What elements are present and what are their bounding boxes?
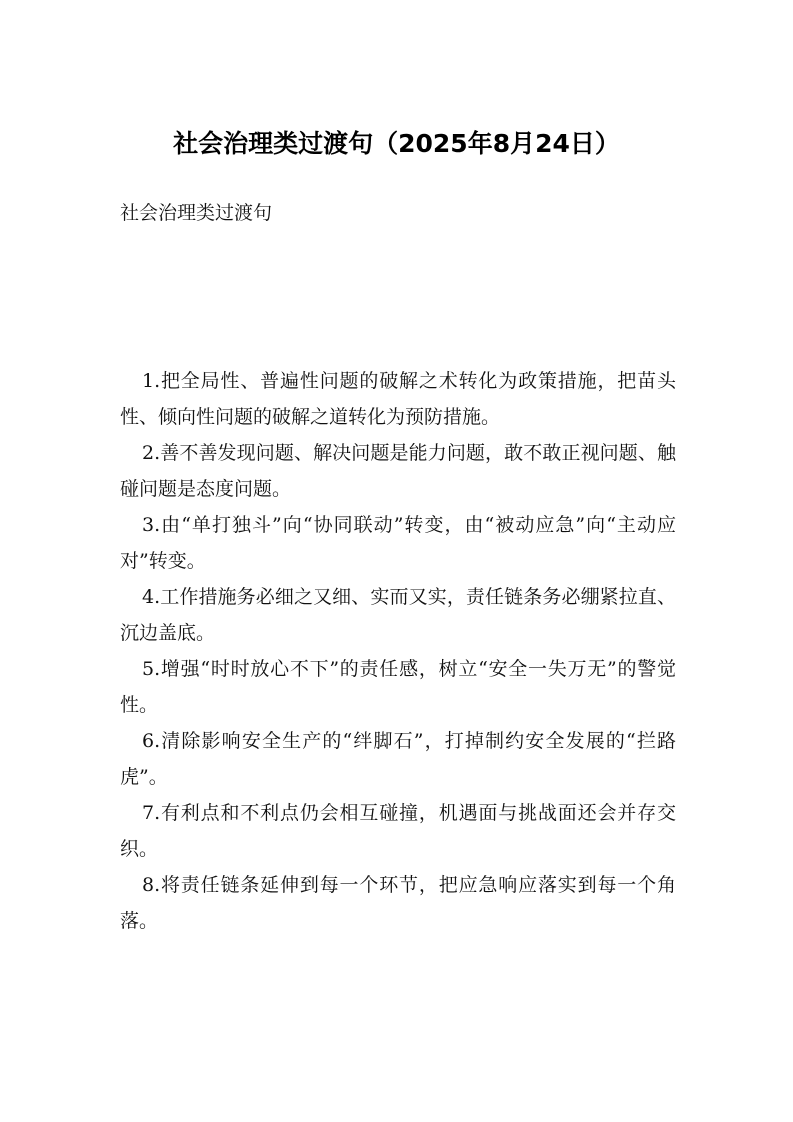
list-item: 4.工作措施务必细之又细、实而又实，责任链条务必绷紧拉直、沉边盖底。 [120,586,676,644]
list-item: 3.由“单打独斗”向“协同联动”转变，由“被动应急”向“主动应对”转变。 [120,514,676,572]
list-item: 8.将责任链条延伸到每一个环节，把应急响应落实到每一个角落。 [120,874,676,932]
document-title: 社会治理类过渡句（2025年8月24日） [173,129,620,158]
list-item: 1.把全局性、普遍性问题的破解之术转化为政策措施，把苗头性、倾向性问题的破解之道转化为预防措施。 [120,370,676,428]
list-item: 2.善不善发现问题、解决问题是能力问题，敢不敢正视问题、触碰问题是态度问题。 [120,442,676,500]
document-subtitle: 社会治理类过渡句 [120,202,273,224]
list-item: 6.清除影响安全生产的“绊脚石”，打掉制约安全发展的“拦路虎”。 [120,730,676,788]
sentence-list [120,363,676,939]
list-item: 7.有利点和不利点仍会相互碰撞，机遇面与挑战面还会并存交织。 [120,802,676,860]
list-item: 5.增强“时时放心不下”的责任感，树立“安全一失万无”的警觉性。 [120,658,676,716]
